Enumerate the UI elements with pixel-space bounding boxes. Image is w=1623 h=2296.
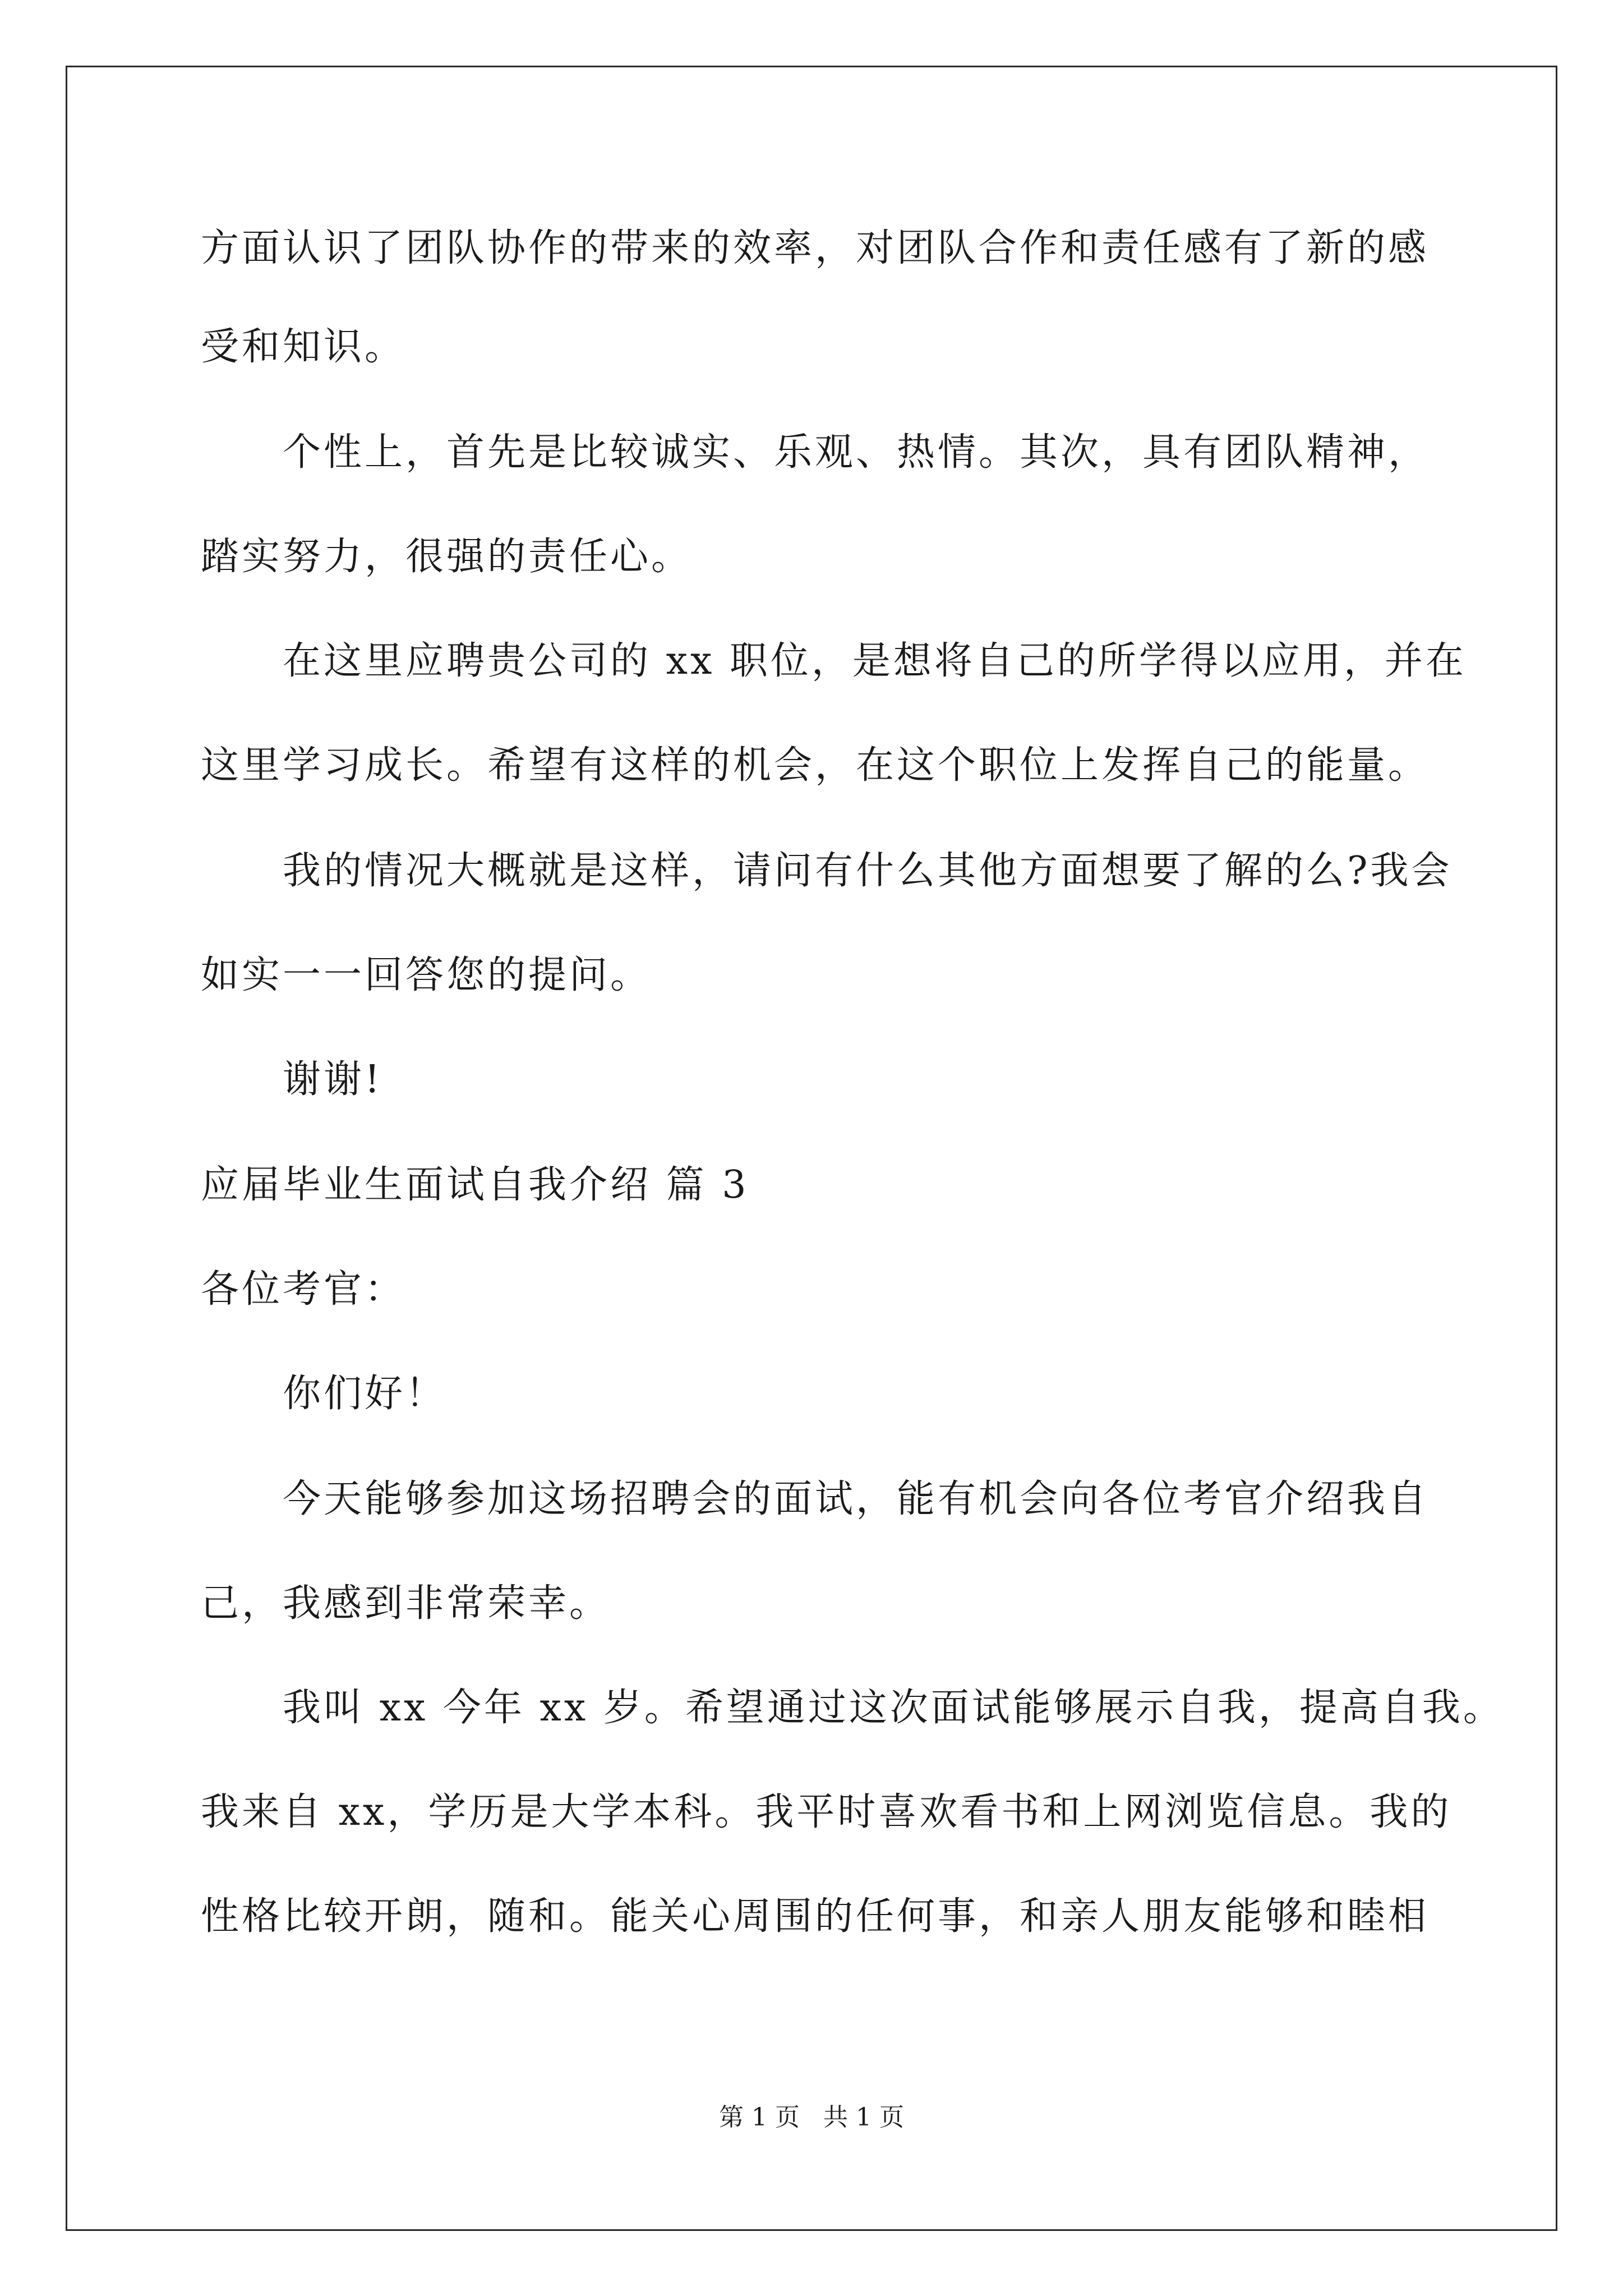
body-line: 今天能够参加这场招聘会的面试，能有机会向各位考官介绍我自 <box>283 1477 1430 1521</box>
body-line: 己，我感到非常荣幸。 <box>201 1581 611 1626</box>
greeting: 你们好！ <box>283 1372 447 1416</box>
body-line: 我叫 xx 今年 xx 岁。希望通过这次面试能够展示自我，提高自我。 <box>283 1686 1504 1730</box>
body-line: 我来自 xx，学历是大学本科。我平时喜欢看书和上网浏览信息。我的 <box>201 1790 1452 1834</box>
body-line: 个性上，首先是比较诚实、乐观、热情。其次，具有团队精神， <box>283 430 1430 475</box>
body-line: 方面认识了团队协作的带来的效率，对团队合作和责任感有了新的感 <box>201 226 1430 270</box>
body-line: 踏实努力，很强的责任心。 <box>201 535 693 579</box>
page-total: 共 1 页 <box>823 2103 904 2132</box>
page-current: 第 1 页 <box>719 2103 800 2132</box>
body-line: 如实一一回答您的提问。 <box>201 953 652 997</box>
body-line: 受和知识。 <box>201 325 406 369</box>
body-line: 谢谢! <box>283 1057 383 1102</box>
section-heading: 应届毕业生面试自我介绍 篇 3 <box>201 1163 749 1207</box>
salutation: 各位考官： <box>201 1267 406 1312</box>
body-line: 在这里应聘贵公司的 xx 职位，是想将自己的所学得以应用，并在 <box>283 639 1467 683</box>
body-line: 我的情况大概就是这样，请问有什么其他方面想要了解的么?我会 <box>283 849 1453 893</box>
body-line: 这里学习成长。希望有这样的机会，在这个职位上发挥自己的能量。 <box>201 743 1430 788</box>
body-line: 性格比较开朗，随和。能关心周围的任何事，和亲人朋友能够和睦相 <box>201 1894 1430 1939</box>
page-footer <box>0 2101 1623 2134</box>
